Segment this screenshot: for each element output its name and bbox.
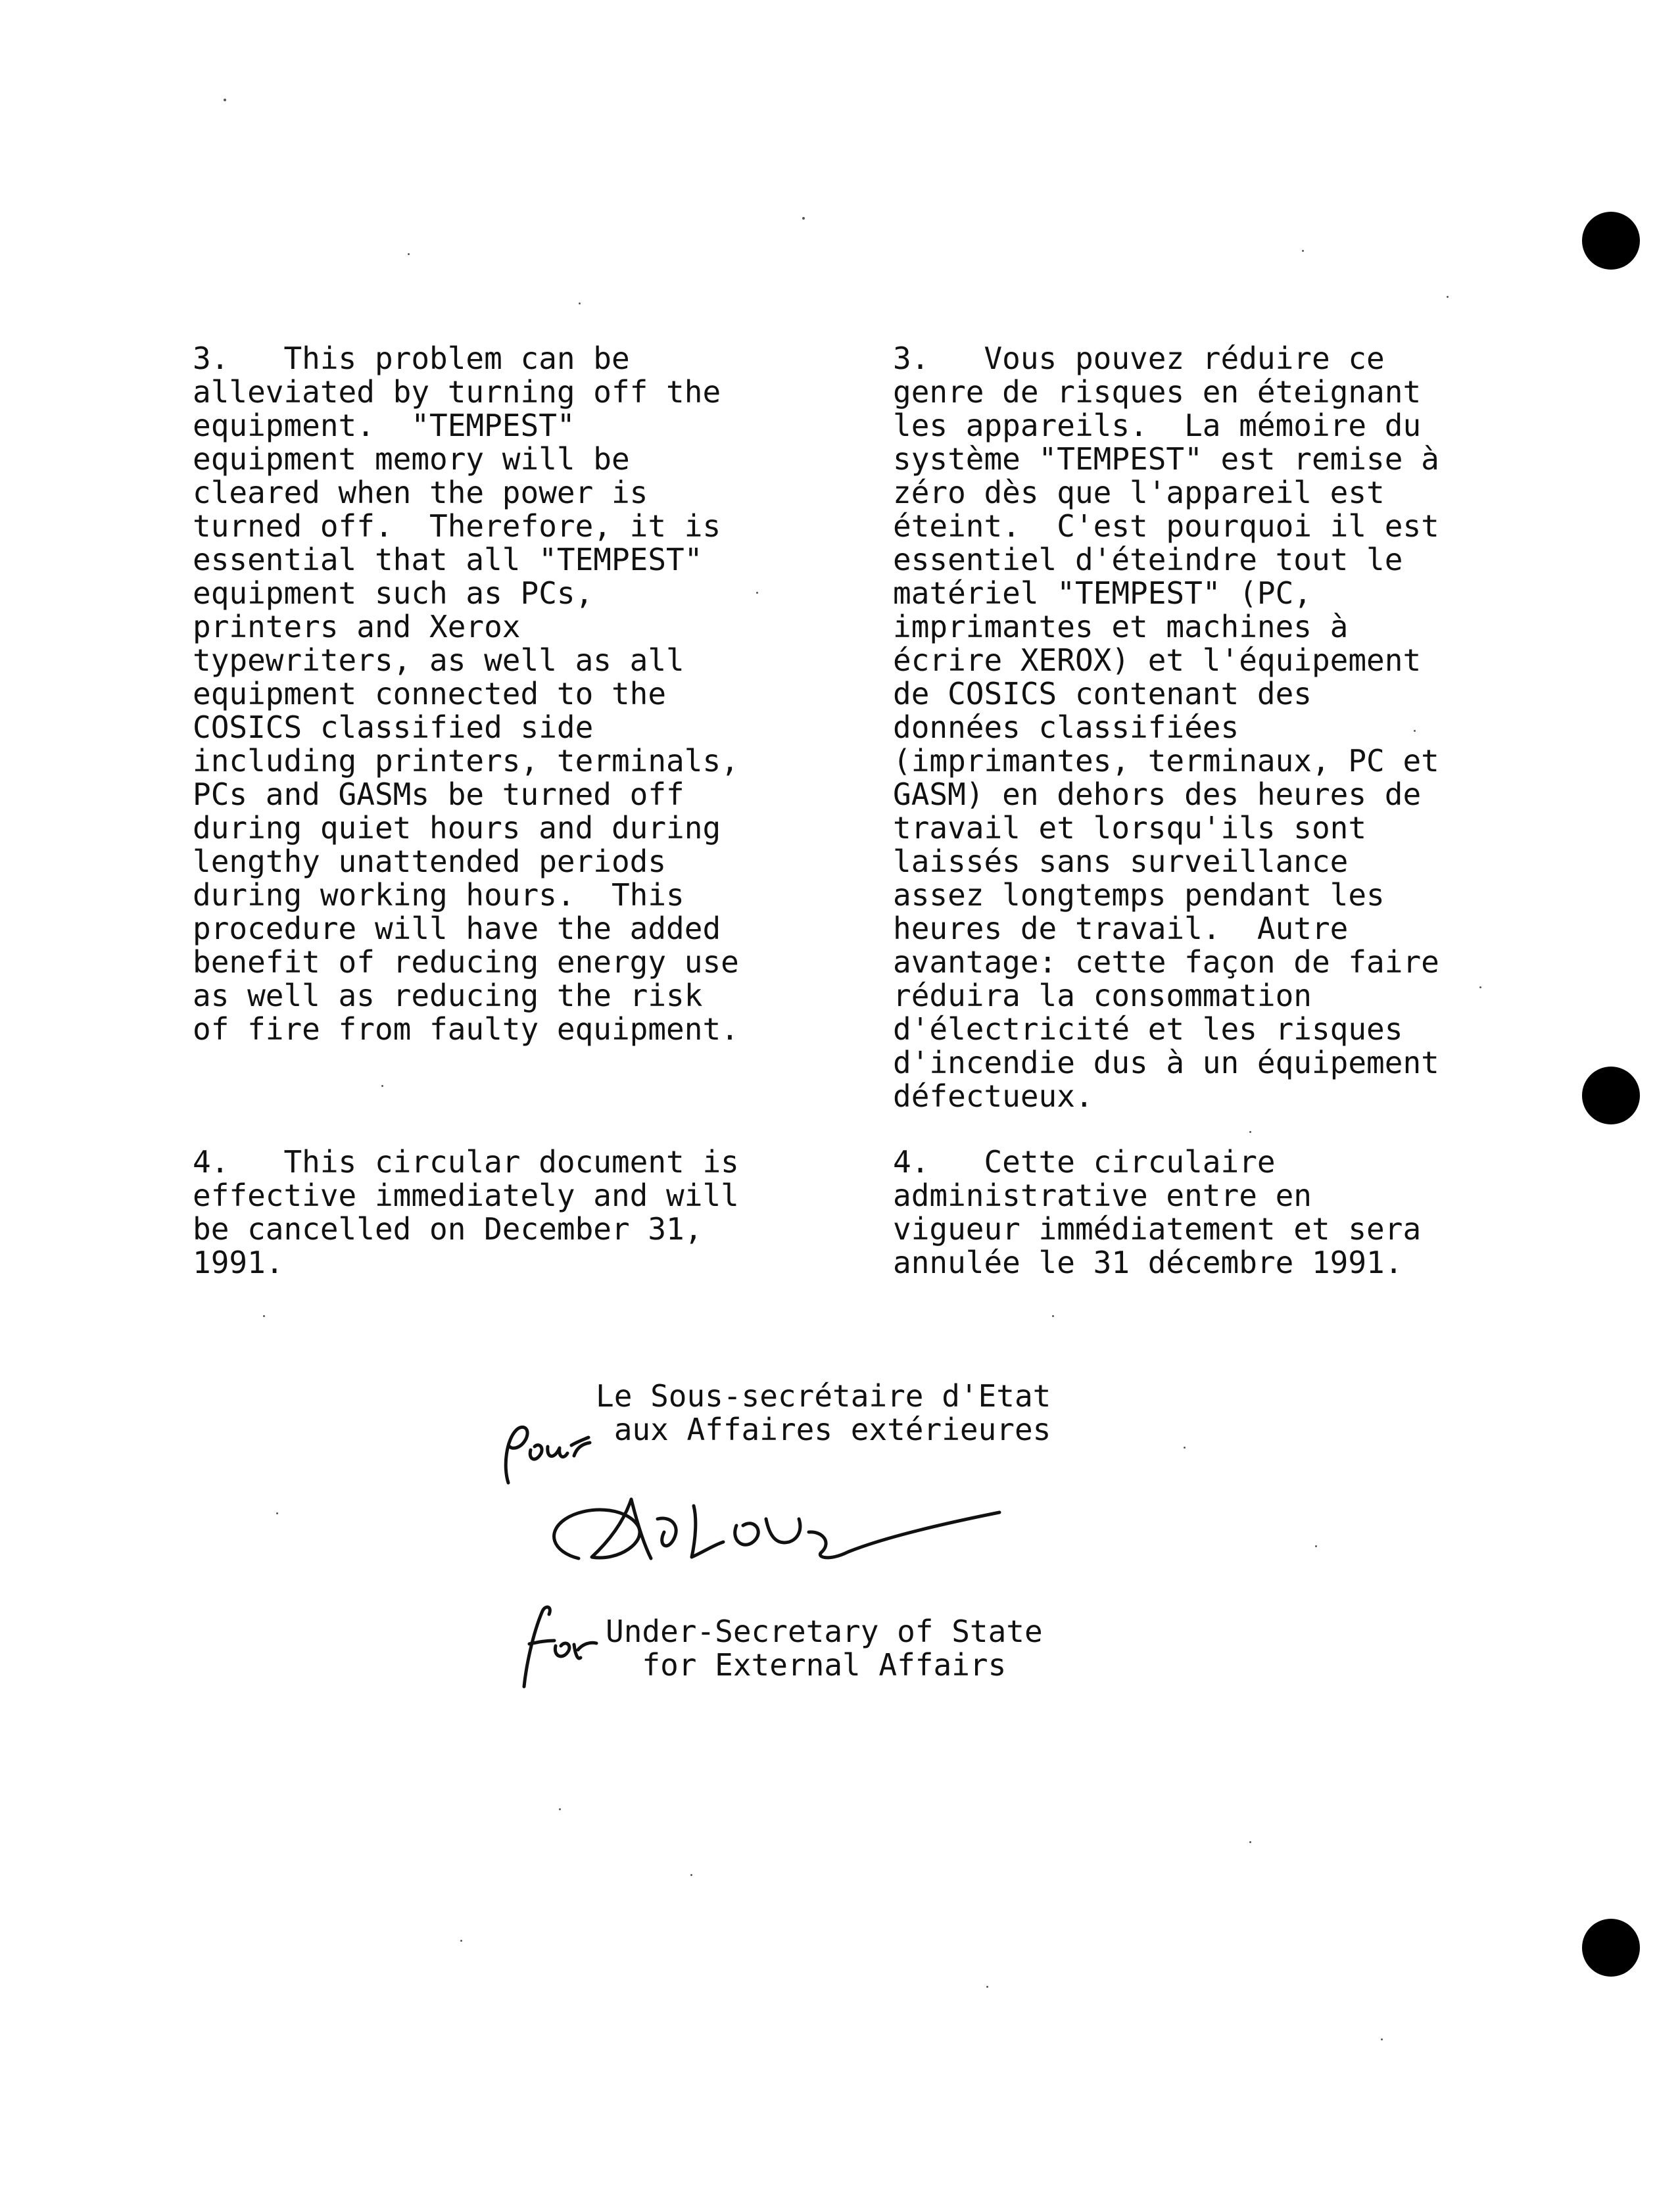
french-paragraph-3: 3. Vous pouvez réduire ce genre de risques en éteignant les appareils. La mémoire du système "TEMPEST" est remise à zéro dès que l'appareil est éteint. C'est pourquoi il est essentiel d'éteindre tout le matériel "TEMPEST" (PC, imprimantes et machines à écrire XEROX) et l'équipement de COSICS contenant des données classifiées (imprimantes, terminaux, PC et GASM) en dehors des heures de travail et lorsqu'ils sont laissés sans surveillance assez longtemps pendant les heures de travail. Autre avantage: cette façon de faire réduira la consommation d'électricité et les risques d'incendie dus à un équipement défectueux. [893, 341, 1439, 1114]
handwritten-for [510, 1595, 602, 1693]
french-signatory-title: Le Sous-secrétaire d'Etat aux Affaires extérieures [596, 1378, 1051, 1447]
punch-hole-top [1582, 212, 1640, 270]
french-paragraph-4: 4. Cette circulaire administrative entre en vigueur immédiatement et sera annulée le 31 décembre 1991. [893, 1144, 1422, 1280]
english-signatory-title: Under-Secretary of State for External Affairs [606, 1614, 1043, 1683]
punch-hole-middle [1582, 1067, 1640, 1124]
punch-hole-bottom [1582, 1919, 1640, 1977]
signature-graphic [539, 1479, 1013, 1578]
english-paragraph-3: 3. This problem can be alleviated by turning off the equipment. "TEMPEST" equipment memory will be cleared when the power is turned off. Therefore, it is essential that all "TEMPEST" equipment such as PCs, printers and Xerox typewriters, as well as all equipment connected to the COSICS classified side including printers, terminals, PCs and GASMs be turned off during quiet hours and during lengthy unattended periods during working hours. This procedure will have the added benefit of reducing energy use as well as reducing the risk of fire from faulty equipment. [193, 341, 739, 1047]
english-paragraph-4: 4. This circular document is effective immediately and will be cancelled on December 31, 1991. [193, 1144, 739, 1280]
